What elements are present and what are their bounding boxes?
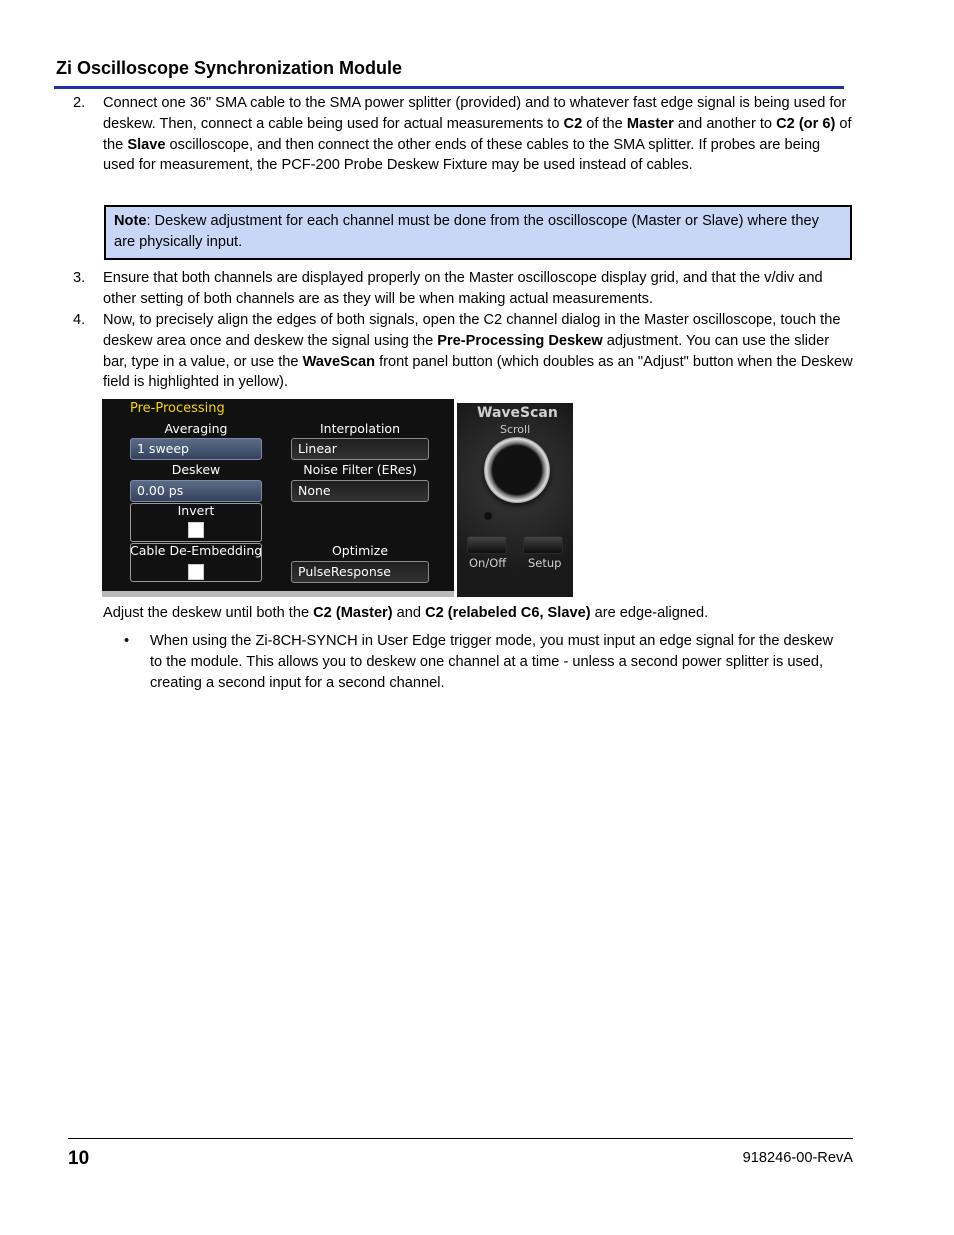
text-run: front panel button (which doubles as an "Adjust" button when the Deskew field is highlighted in yellow).	[103, 353, 853, 391]
note-text: : Deskew adjustment for each channel must be done from the oscilloscope (Master or Slave) where they are physically input.	[114, 213, 819, 250]
text-run: Connect one 36" SMA cable to the SMA power splitter (provided) and to whatever fast edge signal is being used for deskew. Then, connect a cable being used for actual measurements to	[103, 95, 847, 132]
bold-run: Master	[626, 115, 674, 132]
step-number: 3.	[73, 270, 86, 286]
step-number: 4.	[73, 312, 86, 328]
section-title: Zi Oscilloscope Synchronization Module	[56, 58, 403, 78]
bold-run: C2 (Master)	[313, 605, 393, 621]
bold-run: Slave	[127, 136, 166, 153]
led-indicator-icon	[483, 511, 493, 521]
invert-checkbox[interactable]	[188, 522, 204, 538]
text-run: Now, to precisely align the edges of both signals, open the C2 channel dialog in the Master oscilloscope, touch the deskew area once and deskew the signal using the	[103, 312, 841, 349]
optimize-label: Optimize	[331, 543, 389, 558]
setup-button[interactable]	[523, 536, 563, 554]
text-run: are edge-aligned.	[590, 605, 709, 621]
scroll-label: Scroll	[500, 423, 531, 436]
interpolation-label: Interpolation	[320, 421, 400, 436]
bold-run: C2 (relabeled C6, Slave)	[425, 605, 591, 621]
averaging-field[interactable]: 1 sweep	[130, 438, 262, 460]
footer-rule	[68, 1138, 853, 1139]
panel-bottom-bar	[102, 591, 454, 597]
document-id: 918246-00-RevA	[742, 1150, 853, 1166]
onoff-button[interactable]	[467, 536, 507, 554]
text-run: of the	[103, 115, 852, 153]
bold-run: C2	[563, 115, 583, 132]
preprocessing-title: Pre-Processing	[130, 401, 225, 416]
bold-run: Pre-Processing Deskew	[437, 332, 603, 349]
averaging-label: Averaging	[164, 421, 228, 436]
text-run: and another to	[673, 115, 777, 132]
text-run: Adjust the deskew until both the	[103, 605, 314, 621]
bold-run: WaveScan	[302, 353, 376, 370]
preprocessing-panel	[102, 399, 454, 597]
step-3	[73, 268, 853, 310]
wavescan-label: WaveScan	[477, 405, 558, 421]
bullet-item	[124, 631, 834, 693]
step-4	[73, 310, 853, 393]
title-rule	[54, 86, 844, 89]
interpolation-field[interactable]: Linear	[291, 438, 429, 460]
step-text	[103, 310, 853, 393]
cable-de-embedding-label: Cable De-Embedding	[130, 543, 263, 558]
text-run: of the	[582, 115, 627, 132]
wavescan-panel	[457, 403, 573, 597]
cable-de-embedding-checkbox[interactable]	[188, 564, 204, 580]
noise-filter-label: Noise Filter (ERes)	[303, 462, 417, 477]
deskew-field[interactable]: 0.00 ps	[130, 480, 262, 502]
bullet-icon: •	[124, 633, 130, 649]
deskew-label: Deskew	[171, 462, 221, 477]
step-2	[73, 93, 853, 176]
step-number: 2.	[73, 95, 86, 111]
text-run: oscilloscope, and then connect the other ends of these cables to the SMA splitter. If probes are being used for measurement, the PCF-200 Probe Deskew Fixture may be used instead of cables.	[103, 136, 821, 174]
step-text	[103, 93, 853, 176]
onoff-label: On/Off	[469, 556, 507, 570]
wavescan-knob-icon[interactable]	[484, 437, 550, 503]
bold-run: C2 (or 6)	[776, 115, 836, 132]
optimize-field[interactable]: PulseResponse	[291, 561, 429, 583]
deskew-instruction	[103, 603, 708, 624]
note-box	[104, 205, 852, 260]
page-number: 10	[68, 1148, 90, 1169]
note-label: Note	[114, 213, 147, 229]
text-run: and	[392, 605, 426, 621]
bullet-text: When using the Zi-8CH-SYNCH in User Edge trigger mode, you must input an edge signal for the deskew to the module. This allows you to deskew one channel at a time - unless a second power splitter is used, creating a second input for a second channel.	[150, 633, 833, 691]
setup-label: Setup	[528, 556, 562, 570]
noise-filter-field[interactable]: None	[291, 480, 429, 502]
invert-label: Invert	[177, 503, 215, 518]
step-text: Ensure that both channels are displayed properly on the Master oscilloscope display grid, and that the v/div and other setting of both channels are as they will be when making actual measurements.	[103, 270, 823, 307]
text-run: adjustment. You can use the slider bar, type in a value, or use the	[103, 332, 830, 370]
